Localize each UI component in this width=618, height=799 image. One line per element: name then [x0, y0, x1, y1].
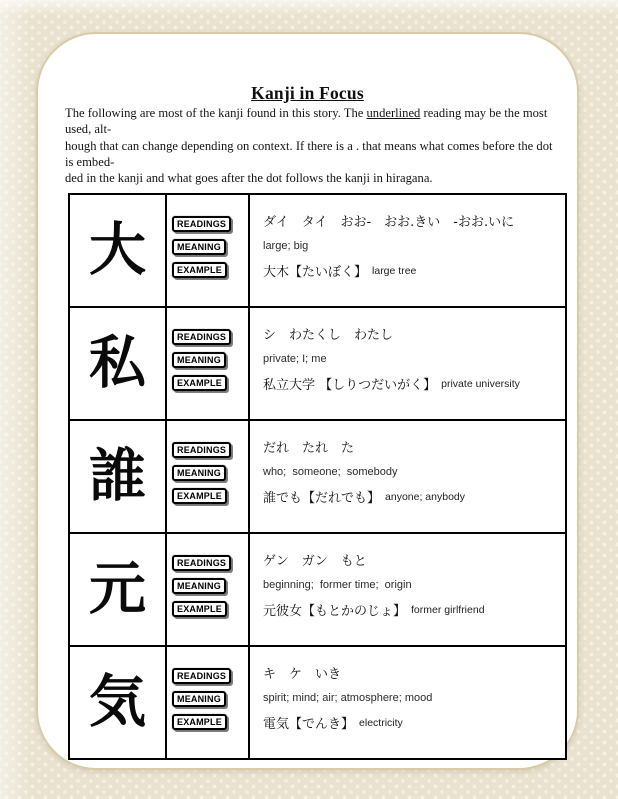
example-english: anyone; anybody	[385, 490, 465, 503]
example-stamp: EXAMPLE	[172, 262, 227, 278]
readings-stamp: READINGS	[172, 216, 231, 232]
table-row	[70, 645, 565, 758]
intro-line-3: ded in the kanji and what goes after the dot follows the kanji in hiragana.	[65, 171, 433, 186]
content-cell	[250, 195, 565, 306]
example-japanese: 元彼女【もとかのじょ】	[263, 604, 407, 620]
intro-paragraph	[65, 105, 553, 186]
example-english: large tree	[372, 264, 417, 277]
meaning-line: who; someone; somebody	[263, 465, 398, 478]
example-english: private university	[441, 377, 520, 390]
content-cell	[250, 308, 565, 419]
readings-line: だれ たれ た	[263, 441, 355, 457]
example-japanese: 誰でも【だれでも】	[263, 491, 381, 507]
intro-line-1-pre: The following are most of the kanji found in this story. The	[65, 106, 367, 120]
meaning-stamp: MEANING	[172, 239, 226, 255]
readings-stamp: READINGS	[172, 442, 231, 458]
meaning-line: beginning; former time; origin	[263, 578, 412, 591]
content-cell	[250, 421, 565, 532]
page-title: Kanji in Focus	[251, 83, 364, 103]
underlined-term: underlined	[366, 106, 421, 120]
kanji-table	[68, 193, 567, 760]
meaning-stamp: MEANING	[172, 352, 226, 368]
kanji-character: 私	[89, 330, 146, 397]
meaning-line: spirit; mind; air; atmosphere; mood	[263, 691, 433, 704]
readings-stamp: READINGS	[172, 668, 231, 684]
example-japanese: 私立大学 【しりつだいがく】	[263, 378, 437, 394]
intro-line-1-post: reading may be the most used, alt-	[65, 106, 548, 137]
intro-line-2: hough that can change depending on context. If there is a . that means what comes before the dot is embed-	[65, 138, 553, 169]
labels-cell	[167, 195, 250, 306]
example-japanese: 大木【たいぼく】	[263, 265, 368, 281]
example-english: electricity	[359, 716, 403, 729]
intro-line-1	[65, 105, 553, 138]
example-line	[263, 375, 557, 392]
content-cell	[250, 647, 565, 758]
meaning-line: large; big	[263, 239, 309, 252]
example-line	[263, 714, 557, 731]
readings-stamp: READINGS	[172, 329, 231, 345]
kanji-cell	[70, 534, 167, 645]
meaning-stamp: MEANING	[172, 465, 226, 481]
kanji-character: 大	[89, 217, 146, 284]
example-line	[263, 262, 557, 279]
example-stamp: EXAMPLE	[172, 375, 227, 391]
example-japanese: 電気【でんき】	[263, 717, 355, 733]
meaning-stamp: MEANING	[172, 578, 226, 594]
meaning-line: private; I; me	[263, 352, 327, 365]
example-line	[263, 488, 557, 505]
readings-stamp: READINGS	[172, 555, 231, 571]
readings-line: シ わたくし わたし	[263, 328, 394, 344]
labels-cell	[167, 308, 250, 419]
labels-cell	[167, 421, 250, 532]
table-row	[70, 195, 565, 306]
readings-line: キ ケ いき	[263, 667, 342, 683]
kanji-character: 元	[89, 556, 146, 623]
table-row	[70, 532, 565, 645]
kanji-character: 気	[89, 669, 146, 736]
kanji-cell	[70, 195, 167, 306]
labels-cell	[167, 534, 250, 645]
meaning-stamp: MEANING	[172, 691, 226, 707]
worksheet-card	[36, 32, 579, 770]
kanji-cell	[70, 647, 167, 758]
labels-cell	[167, 647, 250, 758]
kanji-cell	[70, 421, 167, 532]
example-line	[263, 601, 557, 618]
content-cell	[250, 534, 565, 645]
example-english: former girlfriend	[411, 603, 485, 616]
table-row	[70, 306, 565, 419]
example-stamp: EXAMPLE	[172, 601, 227, 617]
example-stamp: EXAMPLE	[172, 488, 227, 504]
kanji-cell	[70, 308, 167, 419]
kanji-character: 誰	[89, 443, 146, 510]
readings-line: ゲン ガン もと	[263, 554, 367, 570]
example-stamp: EXAMPLE	[172, 714, 227, 730]
readings-line: ダイ タイ おお- おお.きい -おお.いに	[263, 215, 515, 231]
table-row	[70, 419, 565, 532]
